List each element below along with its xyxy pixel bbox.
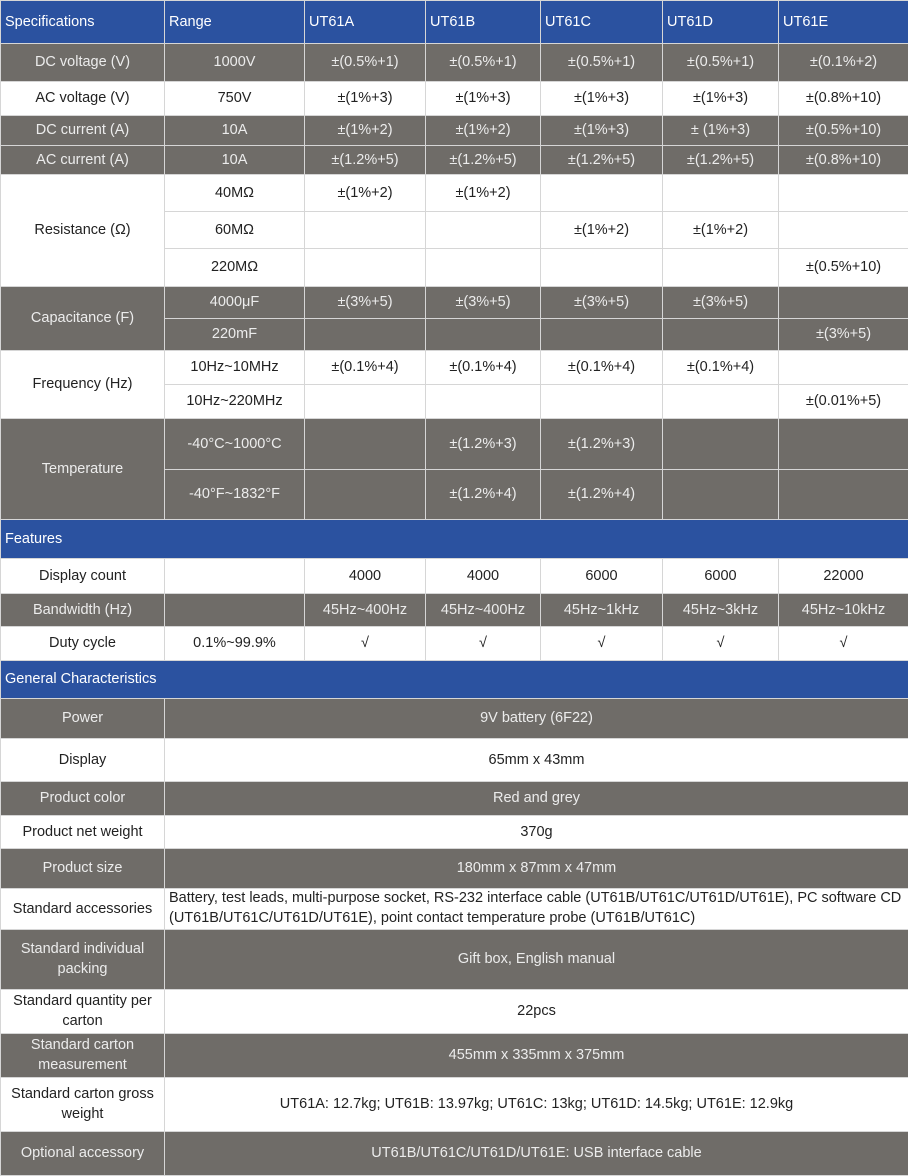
feature-value: 45Hz~10kHz <box>779 594 908 627</box>
spec-value <box>305 249 426 287</box>
row-temperature-celsius <box>1 419 908 470</box>
spec-range: -40°F~1832°F <box>165 470 305 520</box>
spec-value: ±(3%+5) <box>541 287 663 319</box>
spec-range: 60MΩ <box>165 212 305 249</box>
general-label: Standard individual packing <box>1 930 165 990</box>
spec-value: ±(1.2%+5) <box>426 146 541 175</box>
spec-value: ±(1%+2) <box>426 175 541 212</box>
spec-label: Temperature <box>1 419 165 520</box>
spec-value: ±(0.8%+10) <box>779 146 908 175</box>
check-mark: √ <box>663 627 779 661</box>
spec-value: ±(0.1%+4) <box>305 351 426 385</box>
header-model-ut61b: UT61B <box>426 1 541 44</box>
spec-range: 10Hz~10MHz <box>165 351 305 385</box>
spec-value <box>779 351 908 385</box>
spec-value <box>426 319 541 351</box>
spec-range: -40°C~1000°C <box>165 419 305 470</box>
header-model-ut61c: UT61C <box>541 1 663 44</box>
feature-value: 6000 <box>663 559 779 594</box>
row-carton-measurement <box>1 1034 908 1078</box>
spec-range: 10A <box>165 146 305 175</box>
general-label: Standard accessories <box>1 889 165 930</box>
spec-value <box>779 470 908 520</box>
row-duty-cycle <box>1 627 908 661</box>
row-display-count <box>1 559 908 594</box>
header-range: Range <box>165 1 305 44</box>
header-model-ut61a: UT61A <box>305 1 426 44</box>
spec-value: ±(3%+5) <box>779 319 908 351</box>
general-label: Product size <box>1 849 165 889</box>
row-standard-accessories <box>1 889 908 930</box>
spec-value: ±(0.5%+1) <box>305 44 426 82</box>
spec-value: ±(1%+3) <box>541 82 663 116</box>
spec-range: 750V <box>165 82 305 116</box>
spec-value: ±(0.5%+10) <box>779 116 908 146</box>
spec-value <box>426 385 541 419</box>
spec-value: ±(1%+3) <box>305 82 426 116</box>
general-label: Power <box>1 699 165 739</box>
row-frequency-10mhz <box>1 351 908 385</box>
spec-value <box>779 212 908 249</box>
general-value: 22pcs <box>165 990 908 1034</box>
feature-value: 22000 <box>779 559 908 594</box>
spec-range: 1000V <box>165 44 305 82</box>
spec-value: ±(3%+5) <box>426 287 541 319</box>
spec-label: DC current (A) <box>1 116 165 146</box>
spec-value <box>426 212 541 249</box>
check-mark: √ <box>541 627 663 661</box>
feature-range: 0.1%~99.9% <box>165 627 305 661</box>
spec-value <box>305 385 426 419</box>
feature-label: Display count <box>1 559 165 594</box>
general-label: Display <box>1 739 165 782</box>
spec-value: ±(1.2%+4) <box>541 470 663 520</box>
spec-value: ±(0.1%+4) <box>426 351 541 385</box>
spec-value: ±(0.5%+1) <box>426 44 541 82</box>
spec-value: ±(1.2%+5) <box>541 146 663 175</box>
row-carton-gross-weight <box>1 1078 908 1132</box>
spec-value: ±(1%+3) <box>541 116 663 146</box>
spec-label: AC voltage (V) <box>1 82 165 116</box>
spec-value <box>541 249 663 287</box>
general-value: 180mm x 87mm x 47mm <box>165 849 908 889</box>
feature-value: 45Hz~3kHz <box>663 594 779 627</box>
spec-value: ±(0.5%+10) <box>779 249 908 287</box>
general-value: 9V battery (6F22) <box>165 699 908 739</box>
feature-value: 4000 <box>426 559 541 594</box>
general-title: General Characteristics <box>1 661 908 699</box>
general-label: Product color <box>1 782 165 816</box>
row-product-color <box>1 782 908 816</box>
spec-value <box>541 319 663 351</box>
spec-range: 220mF <box>165 319 305 351</box>
spec-value <box>663 319 779 351</box>
spec-value: ±(3%+5) <box>663 287 779 319</box>
spec-value: ±(0.5%+1) <box>663 44 779 82</box>
spec-header-row <box>1 1 908 44</box>
feature-value: 45Hz~400Hz <box>305 594 426 627</box>
general-value: Red and grey <box>165 782 908 816</box>
spec-value: ±(0.01%+5) <box>779 385 908 419</box>
spec-value: ±(3%+5) <box>305 287 426 319</box>
spec-value <box>779 175 908 212</box>
row-bandwidth <box>1 594 908 627</box>
spec-value <box>779 419 908 470</box>
general-value: UT61A: 12.7kg; UT61B: 13.97kg; UT61C: 13kg; UT61D: 14.5kg; UT61E: 12.9kg <box>165 1078 908 1132</box>
spec-value <box>305 319 426 351</box>
spec-value: ±(1.2%+4) <box>426 470 541 520</box>
spec-value: ±(1.2%+3) <box>426 419 541 470</box>
features-title: Features <box>1 520 908 559</box>
general-label: Standard carton gross weight <box>1 1078 165 1132</box>
spec-label: Frequency (Hz) <box>1 351 165 419</box>
spec-value <box>663 419 779 470</box>
spec-label: AC current (A) <box>1 146 165 175</box>
spec-value: ±(1.2%+5) <box>305 146 426 175</box>
general-value: 370g <box>165 816 908 849</box>
spec-range: 220MΩ <box>165 249 305 287</box>
spec-value: ±(1%+3) <box>426 82 541 116</box>
general-label: Product net weight <box>1 816 165 849</box>
row-capacitance-4000uf <box>1 287 908 319</box>
spec-value: ±(1%+3) <box>663 82 779 116</box>
spec-label: DC voltage (V) <box>1 44 165 82</box>
spec-value <box>541 385 663 419</box>
spec-range: 10A <box>165 116 305 146</box>
spec-value: ±(1%+2) <box>541 212 663 249</box>
feature-range <box>165 594 305 627</box>
feature-label: Bandwidth (Hz) <box>1 594 165 627</box>
spec-value: ±(1.2%+5) <box>663 146 779 175</box>
general-value: Battery, test leads, multi-purpose socket, RS-232 interface cable (UT61B/UT61C/UT61D/UT61E), PC software CD (UT61B/UT61C/UT61D/UT61E), point contact temperature probe (UT61B/UT61C) <box>165 889 908 930</box>
features-header-row <box>1 520 908 559</box>
check-mark: √ <box>426 627 541 661</box>
spec-range: 40MΩ <box>165 175 305 212</box>
row-dc-current <box>1 116 908 146</box>
spec-value <box>779 287 908 319</box>
spec-value <box>426 249 541 287</box>
row-dc-voltage <box>1 44 908 82</box>
spec-value: ±(1.2%+3) <box>541 419 663 470</box>
check-mark: √ <box>305 627 426 661</box>
spec-range: 10Hz~220MHz <box>165 385 305 419</box>
spec-label: Capacitance (F) <box>1 287 165 351</box>
header-model-ut61d: UT61D <box>663 1 779 44</box>
spec-value <box>663 385 779 419</box>
row-resistance-40m <box>1 175 908 212</box>
general-value: 65mm x 43mm <box>165 739 908 782</box>
spec-value <box>663 249 779 287</box>
spec-value: ±(0.1%+4) <box>663 351 779 385</box>
feature-value: 6000 <box>541 559 663 594</box>
spec-value <box>663 470 779 520</box>
spec-label: Resistance (Ω) <box>1 175 165 287</box>
spec-value: ± (1%+3) <box>663 116 779 146</box>
spec-value: ±(1%+2) <box>305 175 426 212</box>
general-label: Standard quantity per carton <box>1 990 165 1034</box>
spec-value: ±(0.1%+2) <box>779 44 908 82</box>
spec-value: ±(1%+2) <box>426 116 541 146</box>
general-header-row <box>1 661 908 699</box>
feature-value: 45Hz~1kHz <box>541 594 663 627</box>
row-display <box>1 739 908 782</box>
row-quantity-per-carton <box>1 990 908 1034</box>
spec-range: 4000μF <box>165 287 305 319</box>
spec-value: ±(0.5%+1) <box>541 44 663 82</box>
general-label: Standard carton measurement <box>1 1034 165 1078</box>
general-value: 455mm x 335mm x 375mm <box>165 1034 908 1078</box>
row-individual-packing <box>1 930 908 990</box>
feature-range <box>165 559 305 594</box>
header-specifications: Specifications <box>1 1 165 44</box>
feature-label: Duty cycle <box>1 627 165 661</box>
spec-value <box>541 175 663 212</box>
spec-value <box>663 175 779 212</box>
row-product-size <box>1 849 908 889</box>
check-mark: √ <box>779 627 908 661</box>
row-ac-voltage <box>1 82 908 116</box>
row-net-weight <box>1 816 908 849</box>
spec-value: ±(1%+2) <box>663 212 779 249</box>
general-value: Gift box, English manual <box>165 930 908 990</box>
spec-value: ±(0.1%+4) <box>541 351 663 385</box>
general-label: Optional accessory <box>1 1132 165 1176</box>
spec-value: ±(1%+2) <box>305 116 426 146</box>
spec-value <box>305 212 426 249</box>
row-ac-current <box>1 146 908 175</box>
feature-value: 45Hz~400Hz <box>426 594 541 627</box>
feature-value: 4000 <box>305 559 426 594</box>
spec-value <box>305 419 426 470</box>
header-model-ut61e: UT61E <box>779 1 908 44</box>
row-power <box>1 699 908 739</box>
spec-value <box>305 470 426 520</box>
spec-value: ±(0.8%+10) <box>779 82 908 116</box>
general-value: UT61B/UT61C/UT61D/UT61E: USB interface cable <box>165 1132 908 1176</box>
